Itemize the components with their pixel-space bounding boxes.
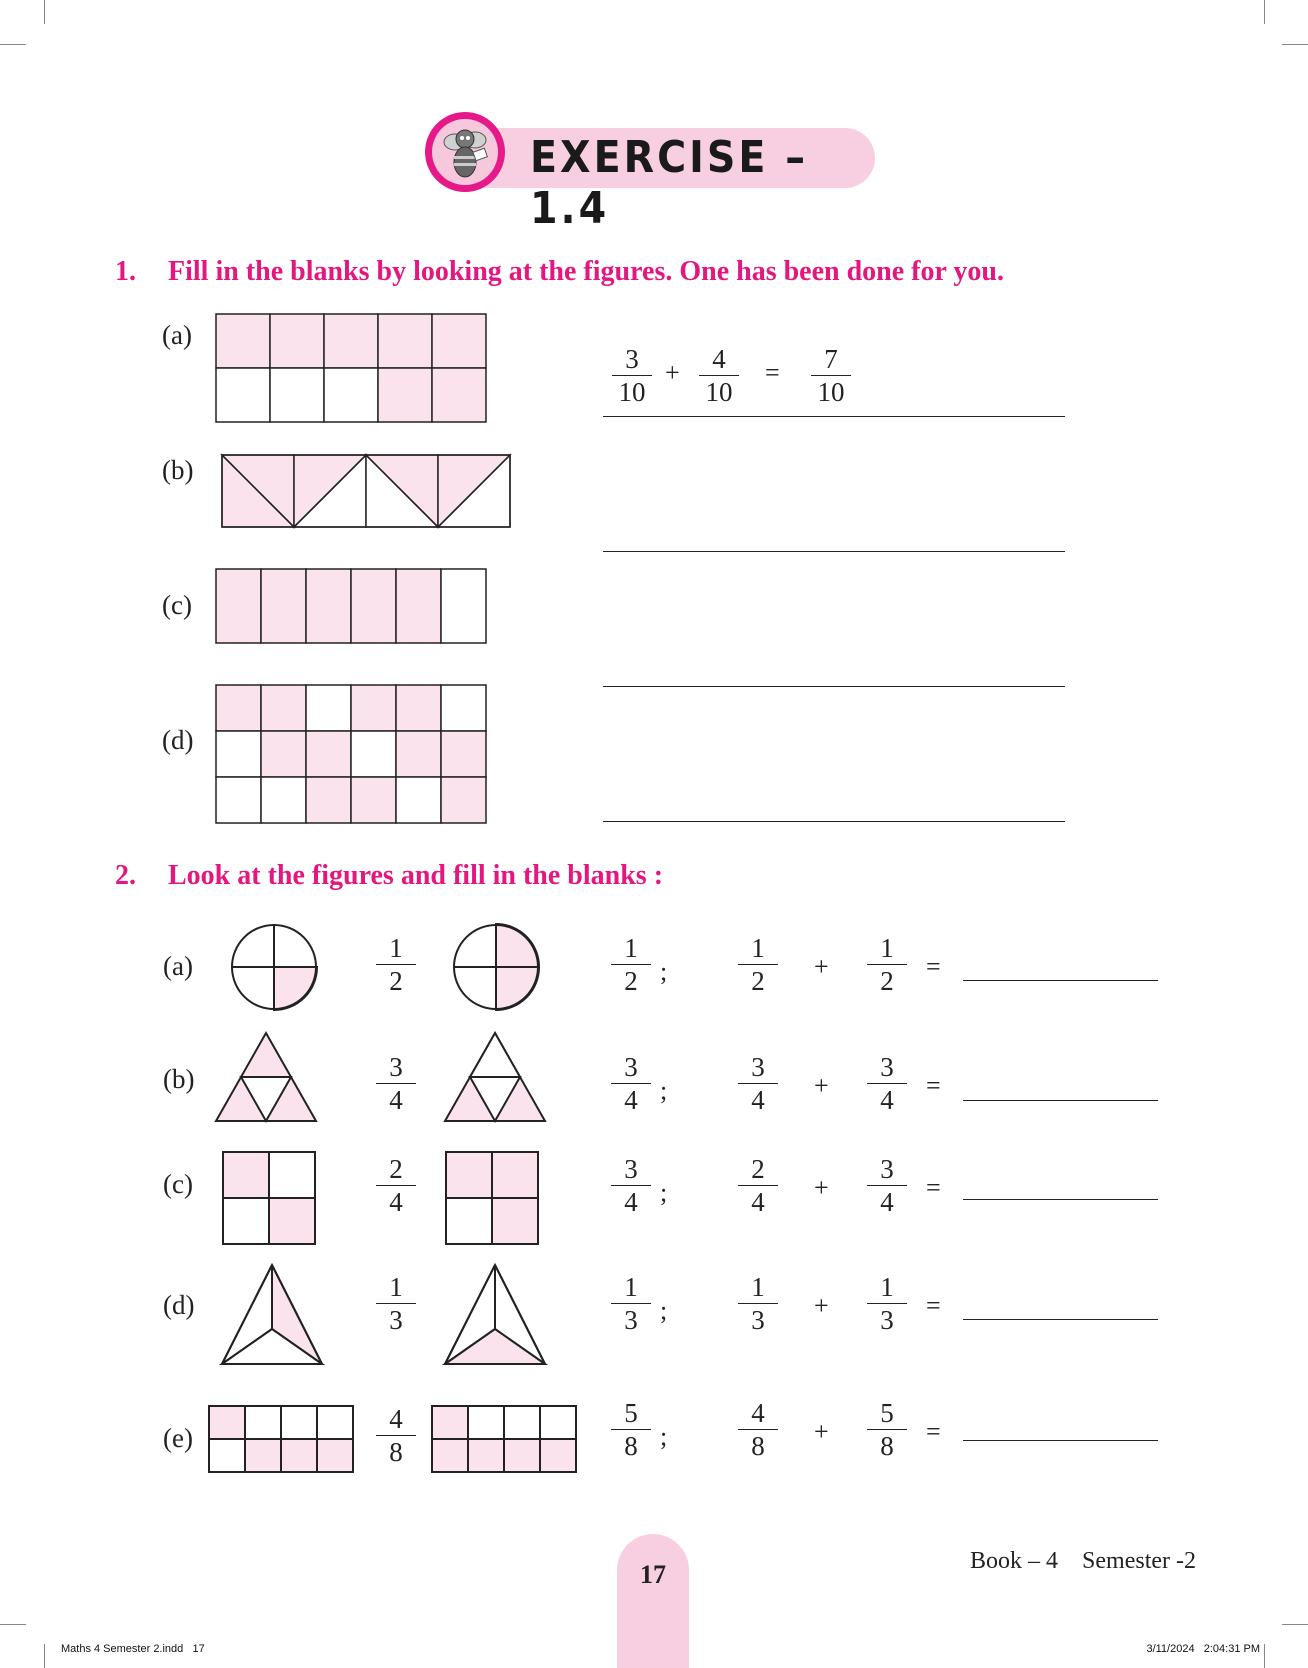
crop-mark (44, 0, 45, 24)
q2a-circle-figure-1 (231, 924, 321, 1014)
q2-heading: Look at the figures and fill in the blanks : (168, 860, 664, 891)
q2-label-d: (d) (163, 1290, 195, 1320)
book-info (970, 1548, 1196, 1575)
q2-number: 2. (115, 860, 136, 891)
q2c-square-figure-1 (223, 1152, 317, 1246)
q2d-plus: + (814, 1291, 829, 1320)
q2b-triangle-figure-2 (445, 1032, 547, 1124)
q2c-separator: ; (660, 1178, 668, 1207)
crop-mark (0, 1624, 26, 1625)
crop-mark (1264, 0, 1265, 24)
q1a-plus: + (665, 358, 680, 387)
q1a-answer-line (603, 416, 1065, 417)
q2e-rect-figure-2 (432, 1406, 578, 1476)
q2e-figure2-fraction: $\frac{5}{8}$ (611, 1398, 651, 1461)
q1a-fraction-result: $\frac{7}{10}$ (811, 344, 851, 407)
q2e-separator: ; (660, 1422, 668, 1451)
q2d-figure2-fraction: $\frac{1}{3}$ (611, 1272, 651, 1335)
q2c-square-figure-2 (446, 1152, 540, 1246)
book-label: Book – 4 (970, 1548, 1059, 1574)
q1a-grid-figure (216, 314, 488, 424)
q2-label-a: (a) (163, 951, 193, 981)
slug-timestamp: 3/11/2024 2:04:31 PM (1146, 1643, 1260, 1655)
q2a-separator: ; (660, 957, 668, 986)
q1-label-c: (c) (162, 590, 192, 620)
q2c-sum-fraction-b: $\frac{3}{4}$ (867, 1154, 907, 1217)
q2b-answer-blank[interactable] (963, 1100, 1158, 1101)
q2b-figure1-fraction: $\frac{3}{4}$ (376, 1052, 416, 1115)
crop-mark (1282, 44, 1308, 45)
q1b-triangles-figure (222, 455, 512, 531)
q1a-fraction-b: $\frac{4}{10}$ (699, 344, 739, 407)
slug-filename: Maths 4 Semester 2.indd 17 (61, 1643, 205, 1655)
q1-label-a: (a) (162, 320, 192, 350)
bee-icon (425, 112, 505, 192)
q2d-sum-fraction-b: $\frac{1}{3}$ (867, 1272, 907, 1335)
q2e-figure1-fraction: $\frac{4}{8}$ (376, 1404, 416, 1467)
q2d-equals: = (926, 1291, 941, 1320)
q2d-figure1-fraction: $\frac{1}{3}$ (376, 1272, 416, 1335)
q2b-plus: + (814, 1071, 829, 1100)
q2c-figure2-fraction: $\frac{3}{4}$ (611, 1154, 651, 1217)
q1a-fraction-a: $\frac{3}{10}$ (612, 344, 652, 407)
q2b-separator: ; (660, 1076, 668, 1105)
page-number-tab (617, 1534, 689, 1668)
q1-label-d: (d) (162, 725, 194, 755)
page-number: 17 (640, 1560, 666, 1589)
q2b-equals: = (926, 1071, 941, 1100)
q2e-equals: = (926, 1417, 941, 1446)
crop-mark (0, 44, 26, 45)
semester-label: Semester -2 (1082, 1548, 1196, 1574)
q1-number: 1. (115, 256, 136, 287)
q2a-plus: + (814, 952, 829, 981)
q2e-sum-fraction-a: $\frac{4}{8}$ (738, 1398, 778, 1461)
q2b-triangle-figure-1 (216, 1032, 318, 1124)
q2a-equals: = (926, 952, 941, 981)
q1d-answer-line (603, 821, 1065, 822)
q2c-figure1-fraction: $\frac{2}{4}$ (376, 1154, 416, 1217)
q2d-triangle-figure-2 (444, 1264, 548, 1368)
q2e-rect-figure-1 (209, 1406, 355, 1476)
q2a-answer-blank[interactable] (963, 980, 1158, 981)
q2d-separator: ; (660, 1296, 668, 1325)
q2a-sum-fraction-b: $\frac{1}{2}$ (867, 933, 907, 996)
q1c-answer-line (603, 686, 1065, 687)
crop-mark (44, 1644, 45, 1668)
q2b-sum-fraction-b: $\frac{3}{4}$ (867, 1052, 907, 1115)
q2c-equals: = (926, 1173, 941, 1202)
q1-label-b: (b) (162, 455, 194, 485)
q2-label-e: (e) (163, 1423, 193, 1453)
q1a-equals: = (765, 358, 780, 387)
q2c-plus: + (814, 1173, 829, 1202)
q2a-circle-figure-2 (453, 924, 543, 1014)
q2c-sum-fraction-a: $\frac{2}{4}$ (738, 1154, 778, 1217)
q2-label-c: (c) (163, 1169, 193, 1199)
q2a-figure1-fraction: $\frac{1}{2}$ (376, 933, 416, 996)
q1d-grid-figure (216, 685, 492, 827)
q2a-sum-fraction-a: $\frac{1}{2}$ (738, 933, 778, 996)
mascot-badge (425, 112, 505, 192)
exercise-banner (425, 112, 885, 234)
q2e-answer-blank[interactable] (963, 1440, 1158, 1441)
crop-mark (1264, 1644, 1265, 1668)
q2e-sum-fraction-b: $\frac{5}{8}$ (867, 1398, 907, 1461)
q2e-plus: + (814, 1417, 829, 1446)
q2d-answer-blank[interactable] (963, 1319, 1158, 1320)
q2c-answer-blank[interactable] (963, 1199, 1158, 1200)
crop-mark (1282, 1624, 1308, 1625)
q2d-sum-fraction-a: $\frac{1}{3}$ (738, 1272, 778, 1335)
q1b-answer-line (603, 551, 1065, 552)
exercise-title: EXERCISE – 1.4 (530, 132, 808, 234)
q2b-sum-fraction-a: $\frac{3}{4}$ (738, 1052, 778, 1115)
q1c-strips-figure (216, 569, 490, 645)
q2a-figure2-fraction: $\frac{1}{2}$ (611, 933, 651, 996)
q2b-figure2-fraction: $\frac{3}{4}$ (611, 1052, 651, 1115)
q1-heading: Fill in the blanks by looking at the figures. One has been done for you. (168, 256, 1004, 287)
q2-label-b: (b) (163, 1064, 195, 1094)
q2d-triangle-figure-1 (221, 1264, 325, 1368)
